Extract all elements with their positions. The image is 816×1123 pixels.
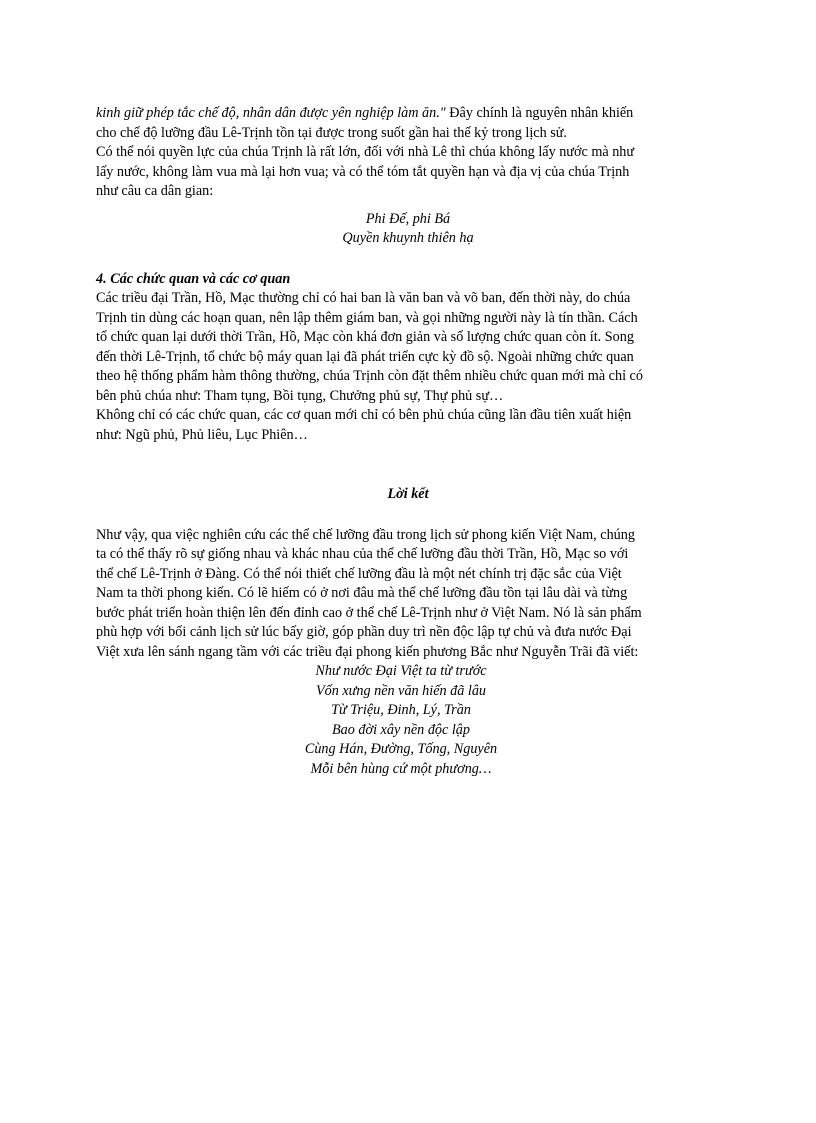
folk-verse <box>96 210 720 249</box>
poem-line: Cùng Hán, Đường, Tống, Nguyên <box>304 741 498 757</box>
conclusion-paragraph <box>96 526 720 663</box>
intro-paragraph <box>96 104 720 202</box>
text-line: cho chế độ lưỡng đầu Lê-Trịnh tồn tại được trong suốt gần hai thế kỷ trong lịch sử. <box>96 124 567 141</box>
text-line: lấy nước, không làm vua mà lại hơn vua; và có thể tóm tắt quyền hạn và địa vị của chúa Trịnh <box>96 163 630 180</box>
text-line: bên phủ chúa như: Tham tụng, Bồi tụng, Chưởng phủ sự, Thự phủ sự… <box>96 387 504 404</box>
text-line: ta có thể thấy rõ sự giống nhau và khác nhau của thể chế lưỡng đầu thời Trần, Hồ, Mạc so với <box>96 546 629 562</box>
text-line: phù hợp với bối cảnh lịch sử lúc bấy giờ, góp phần duy trì nền độc lập tự chủ và đưa nước Đại <box>96 624 632 640</box>
document-page <box>96 104 720 779</box>
poem-line: Vốn xưng nền văn hiến đã lâu <box>315 682 487 699</box>
text-line: Việt xưa lên sánh ngang tầm với các triều đại phong kiến phương Bắc như Nguyễn Trãi đã viết: <box>96 643 639 660</box>
quote-fragment: kinh giữ phép tắc chế độ, nhân dân được yên nghiệp làm ăn." <box>96 105 446 121</box>
section-heading: 4. Các chức quan và các cơ quan <box>96 270 291 287</box>
poem-line: Bao đời xây nền độc lập <box>332 721 470 738</box>
text-line: tổ chức quan lại dưới thời Trần, Hồ, Mạc còn khá đơn giản và số lượng chức quan còn ít. Song <box>96 329 634 345</box>
text-line: theo hệ thống phẩm hàm thông thường, chúa Trịnh còn đặt thêm nhiều chức quan mới mà chỉ có <box>96 368 643 384</box>
text-line <box>96 104 720 124</box>
poem-line: Từ Triệu, Đinh, Lý, Trần <box>331 702 471 718</box>
text-line: như: Ngũ phủ, Phủ liêu, Lục Phiên… <box>96 426 308 443</box>
section4-paragraph-2 <box>96 406 720 445</box>
text-line: Như vậy, qua việc nghiên cứu các thể chế lưỡng đầu trong lịch sử phong kiến Việt Nam, chúng <box>96 526 635 543</box>
text-line: Nam ta thời phong kiến. Có lẽ hiếm có ở nơi đâu mà thể chế lưỡng đầu tồn tại lâu dài và từng <box>96 585 628 601</box>
verse-line: Phi Đế, phi Bá <box>365 210 451 227</box>
verse-line: Quyền khuynh thiên hạ <box>342 230 474 246</box>
text-line: Có thể nói quyền lực của chúa Trịnh là rất lớn, đối với nhà Lê thì chúa không lấy nước mà như <box>96 144 635 160</box>
text-line: Các triều đại Trần, Hồ, Mạc thường chỉ có hai ban là văn ban và võ ban, đến thời này, do chúa <box>96 290 631 306</box>
text-line: bước phát triển hoàn thiện lên đến đỉnh cao ở thể chế Lê-Trịnh như ở Việt Nam. Nó là sản phẩm <box>96 604 642 621</box>
poem-line: Như nước Đại Việt ta từ trước <box>315 663 487 679</box>
text-line: Không chỉ có các chức quan, các cơ quan mới chỉ có bên phủ chúa cũng lần đầu tiên xuất hiện <box>96 407 632 423</box>
poem-line: Mỗi bên hùng cứ một phương… <box>310 760 492 777</box>
text-line: như câu ca dân gian: <box>96 183 214 199</box>
conclusion-heading: Lời kết <box>387 486 429 502</box>
poem <box>82 662 720 779</box>
text-line: Trịnh tin dùng các hoạn quan, nên lập thêm giám ban, và gọi những người này là tín thần. Cách <box>96 309 638 326</box>
text-line: đến thời Lê-Trịnh, tổ chức bộ máy quan lại đã phát triển cực kỳ đồ sộ. Ngoài những chức quan <box>96 348 634 365</box>
section4-paragraph-1 <box>96 289 720 406</box>
text-line: thể chế Lê-Trịnh ở Đàng. Có thể nói thiết chế lưỡng đầu là một nét chính trị đặc sắc của Việt <box>96 565 622 582</box>
text-fragment: Đây chính là nguyên nhân khiến <box>445 105 634 121</box>
